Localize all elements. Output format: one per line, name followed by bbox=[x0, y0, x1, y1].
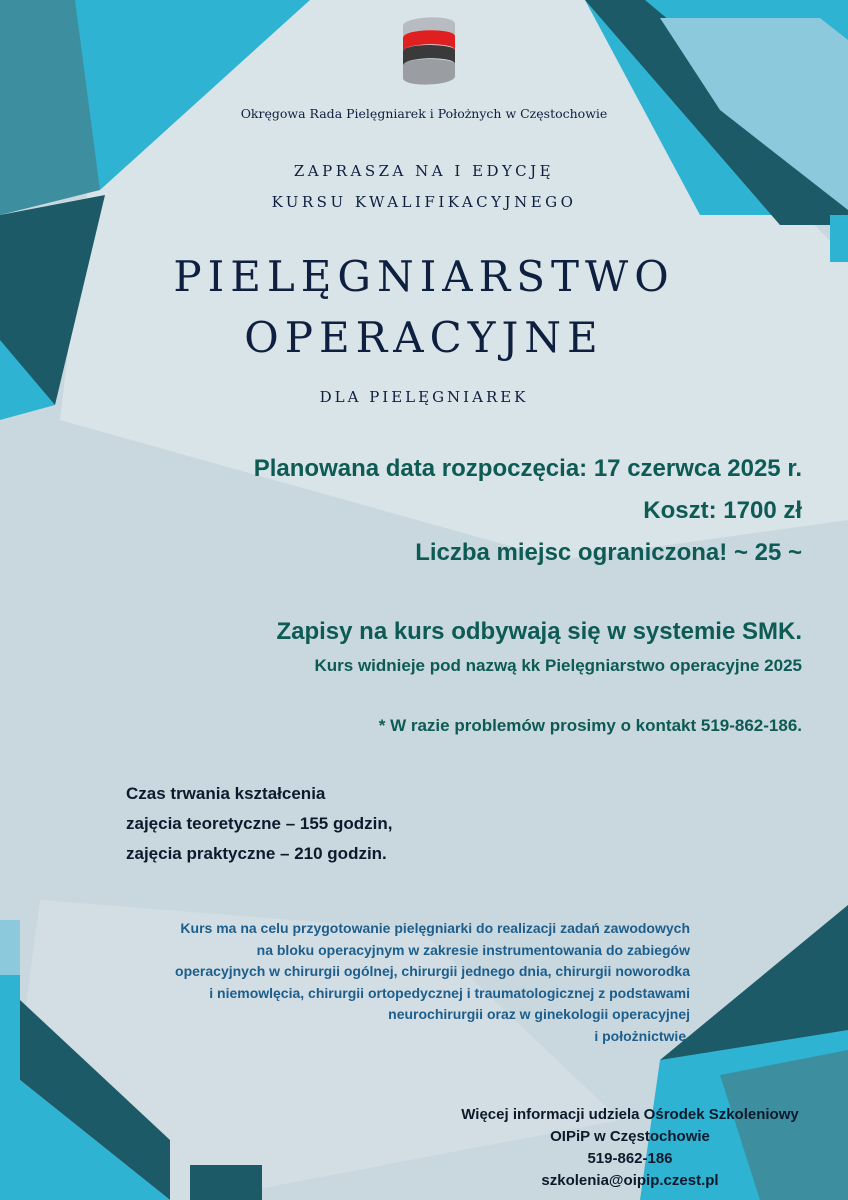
page-title-line-1: PIELĘGNIARSTWO bbox=[173, 252, 675, 301]
description-line: na bloku operacyjnym w zakresie instrumentowania do zabiegów bbox=[256, 941, 690, 958]
description-line: i położnictwie. bbox=[594, 1027, 690, 1044]
course-name-info: Kurs widnieje pod nazwą kk Pielęgniarstwo operacyjne 2025 bbox=[314, 656, 802, 675]
bg-shape-light-bottomleft bbox=[0, 920, 20, 975]
description-line: neurochirurgii oraz w ginekologii operacyjnej bbox=[388, 1006, 690, 1022]
bg-shape-cyan-bottomleft bbox=[0, 975, 20, 1200]
duration-practice: zajęcia praktyczne – 210 godzin. bbox=[126, 844, 387, 863]
contact-email: szkolenia@oipip.czest.pl bbox=[541, 1172, 719, 1189]
description-line: i niemowlęcia, chirurgii ortopedycznej i traumatologicznej z podstawami bbox=[209, 984, 690, 1001]
contact-line: OIPiP w Częstochowie bbox=[550, 1128, 710, 1145]
description-line: Kurs ma na celu przygotowanie pielęgniarki do realizacji zadań zawodowych bbox=[180, 920, 690, 936]
invite-line-2: KURSU KWALIFIKACYJNEGO bbox=[271, 193, 577, 211]
registration-info: Zapisy na kurs odbywają się w systemie SMK. bbox=[276, 618, 802, 645]
duration-theory: zajęcia teoretyczne – 155 godzin, bbox=[126, 814, 393, 833]
start-date: Planowana data rozpoczęcia: 17 czerwca 2025 r. bbox=[253, 455, 802, 482]
invite-line-1: ZAPRASZA NA I EDYCJĘ bbox=[293, 162, 555, 180]
contact-info bbox=[430, 1104, 830, 1192]
audience-subtitle: DLA PIELĘGNIAREK bbox=[319, 388, 529, 406]
organization-name: Okręgowa Rada Pielęgniarek i Położnych w Częstochowie bbox=[240, 106, 608, 121]
course-description bbox=[90, 918, 690, 1047]
bg-shape-navy-bottom bbox=[190, 1165, 262, 1200]
duration-heading: Czas trwania kształcenia bbox=[126, 784, 326, 803]
limited-places: Liczba miejsc ograniczona! ~ 25 ~ bbox=[415, 539, 802, 566]
contact-phone: 519-862-186 bbox=[587, 1150, 673, 1167]
course-cost: Koszt: 1700 zł bbox=[643, 497, 802, 524]
help-contact: * W razie problemów prosimy o kontakt 519-862-186. bbox=[378, 716, 802, 735]
ribbon-s-logo-icon bbox=[395, 14, 461, 90]
page-title-line-2: OPERACYJNE bbox=[244, 313, 604, 362]
description-line: operacyjnych w chirurgii ogólnej, chirurgii jednego dnia, chirurgii noworodka bbox=[175, 963, 690, 979]
contact-line: Więcej informacji udziela Ośrodek Szkoleniowy bbox=[461, 1106, 799, 1123]
